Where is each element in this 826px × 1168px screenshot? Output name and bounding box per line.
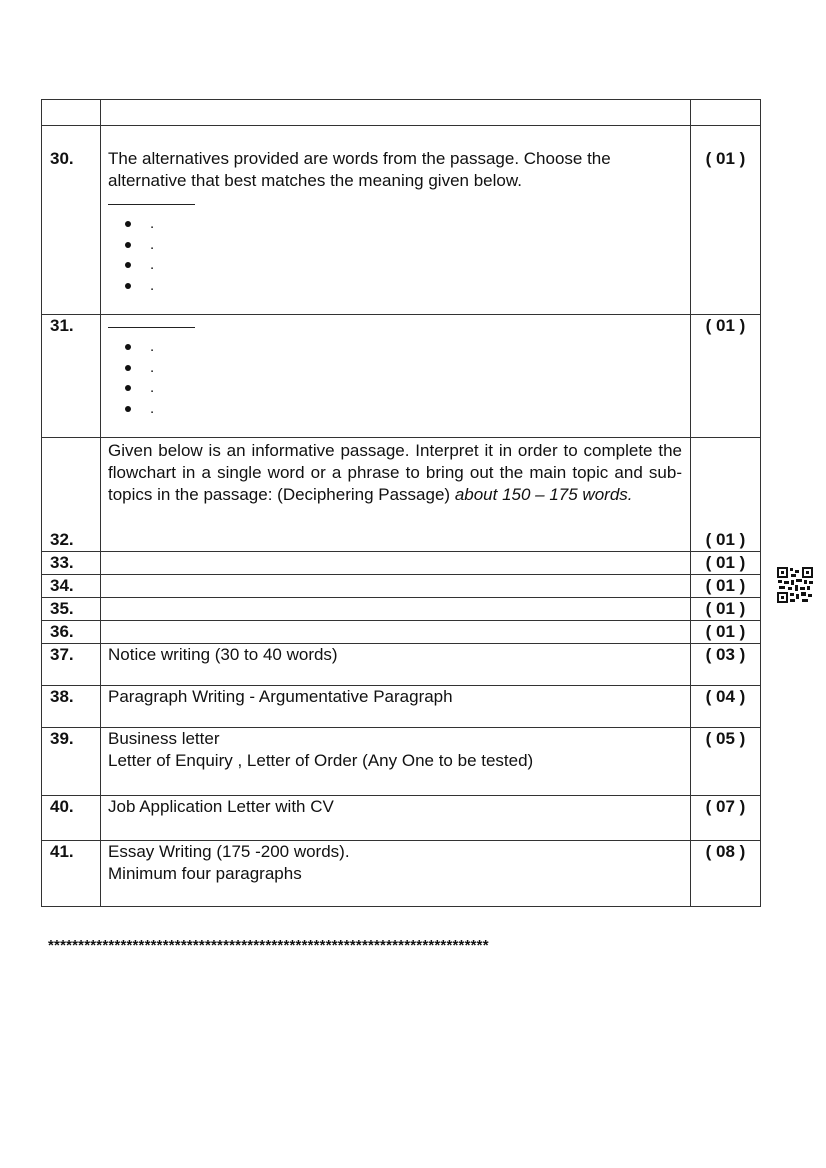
table-row <box>42 552 761 575</box>
question-number: 40. <box>50 797 74 816</box>
marks-label: ( 01 ) <box>705 576 746 595</box>
qr-code-icon <box>776 566 814 604</box>
answer-blank <box>108 192 682 214</box>
table-row <box>42 841 761 907</box>
question-number: 32. <box>50 530 74 549</box>
table-row <box>42 126 761 315</box>
end-of-paper-divider: ************************************************************************* <box>48 937 489 954</box>
question-text: Notice writing (30 to 40 words) <box>108 645 338 664</box>
question-text: Minimum four paragraphs <box>108 864 302 883</box>
marks-label: ( 01 ) <box>705 599 746 618</box>
option-list <box>101 337 690 419</box>
marks-label: ( 01 ) <box>705 316 746 335</box>
marks-label: ( 05 ) <box>705 729 746 748</box>
table-row <box>42 796 761 841</box>
list-item: . <box>125 235 690 256</box>
question-text: Given below is an informative passage. Interpret it in order to complete the flowchart in a single word or a phrase to bring out the main topic and sub-topics in the passage: (Deciphering Passage) about 150 – 175 words. <box>108 441 682 504</box>
question-number: 31. <box>50 316 74 335</box>
answer-cell <box>101 621 691 644</box>
question-number: 35. <box>50 599 74 618</box>
table-row <box>42 644 761 686</box>
marks-label: ( 08 ) <box>705 842 746 861</box>
option-list <box>101 214 690 296</box>
question-text: The alternatives provided are words from the passage. Choose the <box>108 149 611 168</box>
marks-cell <box>691 100 761 126</box>
table-row <box>42 438 761 552</box>
table-row <box>42 315 761 438</box>
answer-cell <box>101 552 691 575</box>
question-text-cell <box>101 100 691 126</box>
list-item: . <box>125 255 690 276</box>
list-item: . <box>125 399 690 420</box>
table-row <box>42 575 761 598</box>
marks-label: ( 03 ) <box>705 645 746 664</box>
list-item: . <box>125 358 690 379</box>
answer-cell <box>101 598 691 621</box>
table-row <box>42 686 761 728</box>
marks-label: ( 01 ) <box>705 553 746 572</box>
answer-cell <box>101 575 691 598</box>
marks-label: ( 01 ) <box>705 622 746 641</box>
question-number: 38. <box>50 687 74 706</box>
marks-label: ( 04 ) <box>705 687 746 706</box>
list-item: . <box>125 378 690 399</box>
question-number: 36. <box>50 622 74 641</box>
table-row <box>42 728 761 796</box>
answer-blank <box>108 315 682 337</box>
list-item: . <box>125 337 690 358</box>
table-row <box>42 621 761 644</box>
question-text: Business letter <box>108 729 220 748</box>
question-table <box>41 99 761 907</box>
question-text: Essay Writing (175 -200 words). <box>108 842 350 861</box>
marks-label: ( 07 ) <box>705 797 746 816</box>
question-number: 30. <box>50 149 74 168</box>
question-text: Job Application Letter with CV <box>108 797 334 816</box>
marks-label: ( 01 ) <box>705 530 746 549</box>
question-number: 39. <box>50 729 74 748</box>
question-text: Letter of Enquiry , Letter of Order (Any One to be tested) <box>108 751 534 770</box>
question-number-cell <box>42 100 101 126</box>
question-text: alternative that best matches the meaning given below. <box>108 171 522 190</box>
table-row <box>42 598 761 621</box>
marks-label: ( 01 ) <box>705 149 746 168</box>
question-number: 33. <box>50 553 74 572</box>
question-text: Paragraph Writing - Argumentative Paragraph <box>108 687 453 706</box>
question-number: 37. <box>50 645 74 664</box>
list-item: . <box>125 276 690 297</box>
question-number: 34. <box>50 576 74 595</box>
list-item: . <box>125 214 690 235</box>
table-row <box>42 100 761 126</box>
question-number: 41. <box>50 842 74 861</box>
